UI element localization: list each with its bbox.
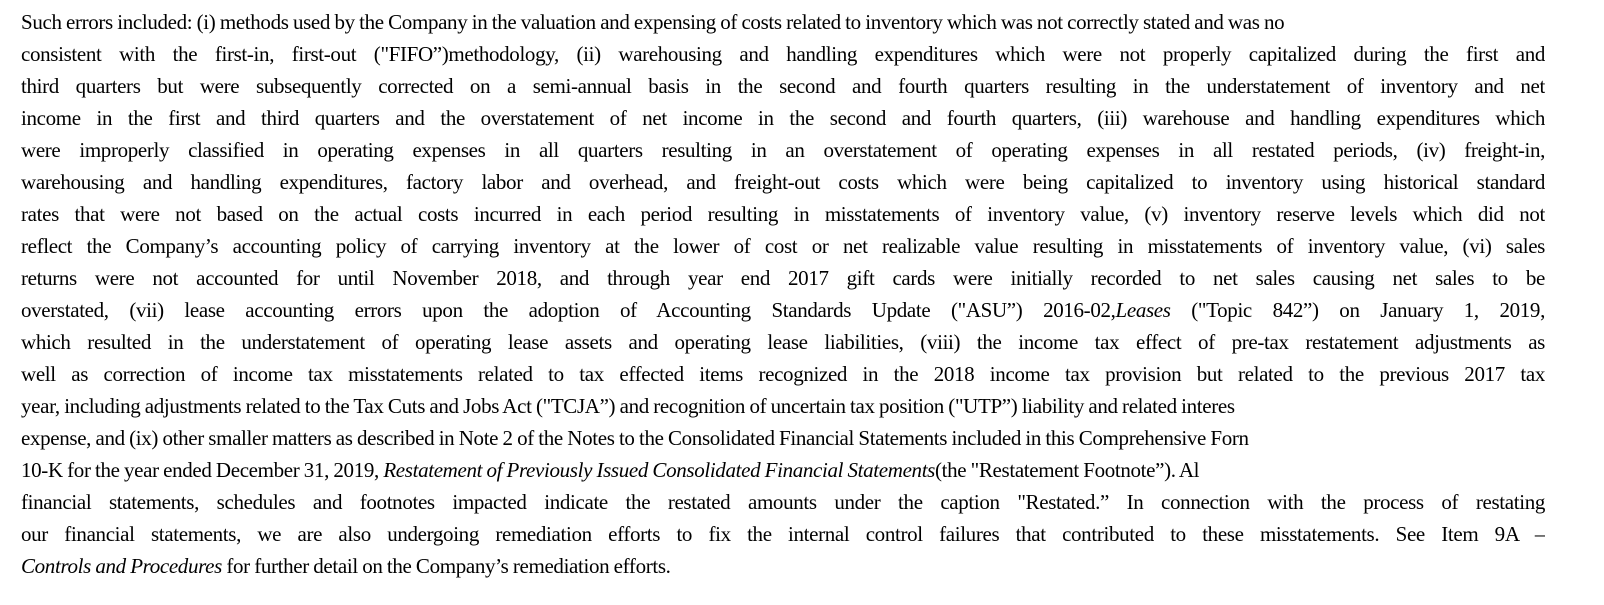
text-span: for further detail on the Company’s remediation efforts. <box>221 554 671 578</box>
text-span: Such errors included: (i) methods used by the Company in the valuation and expensing of costs related to inventory which was not correctly stated and was no <box>21 10 1285 34</box>
document-paragraph <box>21 8 1601 584</box>
text-span: which resulted in the understatement of operating lease assets and operating lease liabilities, (viii) the income tax effect of pre-tax restatement adjustments as <box>21 330 1545 354</box>
text-line <box>21 456 1604 488</box>
text-span: 10-K for the year ended December 31, 2019, <box>21 458 384 482</box>
text-span: ("Topic 842”) on January 1, 2019, <box>1170 298 1545 322</box>
text-line <box>21 488 1545 520</box>
text-line <box>21 264 1545 296</box>
text-line <box>21 104 1545 136</box>
italic-text: Controls and Procedures <box>21 554 222 578</box>
italic-text: Leases <box>1115 298 1171 322</box>
text-span: income in the first and third quarters and the overstatement of net income in the second and fourth quarters, (iii) warehouse and handling expenditures which <box>21 106 1545 130</box>
text-span: consistent with the first-in, first-out ("FIFO”)methodology, (ii) warehousing and handling expenditures which were not properly capitalized during the first and <box>21 42 1545 66</box>
text-span: financial statements, schedules and footnotes impacted indicate the restated amounts under the caption "Restated.” In connection with the process of restating <box>21 490 1545 514</box>
text-span: our financial statements, we are also undergoing remediation efforts to fix the internal control failures that contributed to these misstatements. See Item 9A – <box>21 522 1545 546</box>
text-line <box>21 360 1545 392</box>
text-span: well as correction of income tax misstatements related to tax effected items recognized in the 2018 income tax provision but related to the previous 2017 tax <box>21 362 1545 386</box>
text-line <box>21 296 1545 328</box>
text-span: rates that were not based on the actual costs incurred in each period resulting in misstatements of inventory value, (v) inventory reserve levels which did not <box>21 202 1545 226</box>
text-span: reflect the Company’s accounting policy of carrying inventory at the lower of cost or net realizable value resulting in misstatements of inventory value, (vi) sales <box>21 234 1545 258</box>
text-line <box>21 40 1545 72</box>
text-line <box>21 520 1545 552</box>
text-line <box>21 328 1545 360</box>
text-span: expense, and (ix) other smaller matters as described in Note 2 of the Notes to the Consolidated Financial Statements included in this Comprehensive Forn <box>21 426 1249 450</box>
text-span: year, including adjustments related to the Tax Cuts and Jobs Act ("TCJA”) and recognition of uncertain tax position ("UTP”) liability and related interes <box>21 394 1235 418</box>
text-line <box>21 200 1545 232</box>
text-line <box>21 232 1545 264</box>
text-span: (the "Restatement Footnote”). Al <box>935 458 1200 482</box>
text-line <box>21 72 1545 104</box>
text-span: third quarters but were subsequently corrected on a semi-annual basis in the second and fourth quarters resulting in the understatement of inventory and net <box>21 74 1545 98</box>
text-line <box>21 136 1545 168</box>
text-line <box>21 392 1604 424</box>
italic-text: Restatement of Previously Issued Consolidated Financial Statements <box>383 458 936 482</box>
text-span: warehousing and handling expenditures, factory labor and overhead, and freight-out costs which were being capitalized to inventory using historical standard <box>21 170 1545 194</box>
text-line <box>21 552 1545 584</box>
text-line <box>21 8 1604 40</box>
text-span: overstated, (vii) lease accounting errors upon the adoption of Accounting Standards Update ("ASU”) 2016-02, <box>21 298 1116 322</box>
text-line <box>21 168 1545 200</box>
text-line <box>21 424 1604 456</box>
text-span: returns were not accounted for until November 2018, and through year end 2017 gift cards were initially recorded to net sales causing net sales to be <box>21 266 1545 290</box>
text-span: were improperly classified in operating expenses in all quarters resulting in an overstatement of operating expenses in all restated periods, (iv) freight-in, <box>21 138 1545 162</box>
